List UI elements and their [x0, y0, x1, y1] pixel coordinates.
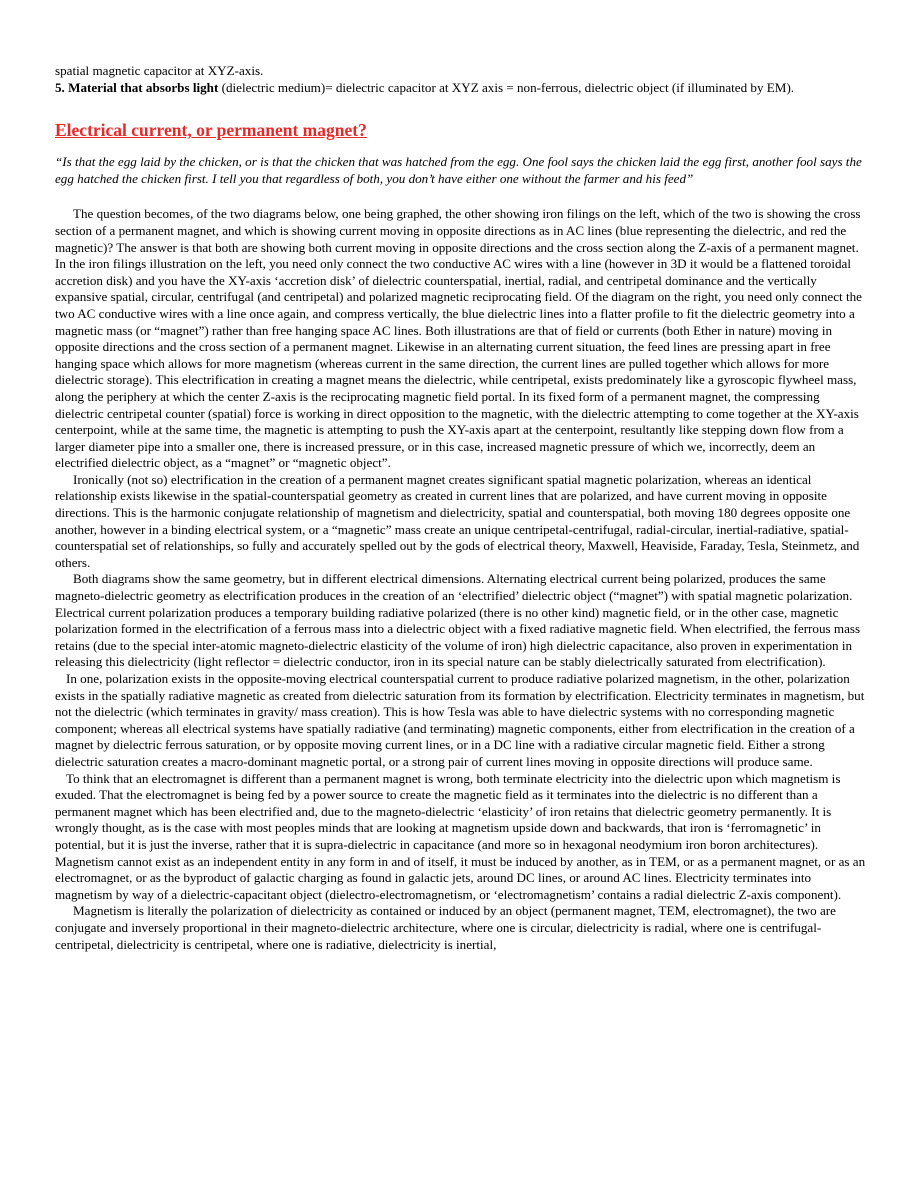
section-heading: Electrical current, or permanent magnet? — [55, 120, 367, 141]
epigraph-quote: “Is that the egg laid by the chicken, or is that the chicken that was hatched from the egg. One fool says the chicken laid the egg first, another fool says the egg hatched the chicken first. I tell you that regardless of both, you don’t have either one without the farmer and his feed” — [55, 154, 862, 186]
paragraph-2: Ironically (not so) electrification in the creation of a permanent magnet creates significant spatial magnetic polarization, whereas an identical relationship exists likewise in the spatial-counterspatial geometry as created in current lines that are polarized, and have current moving in opposite directions. This is the harmonic conjugate relationship of magnetism and dielectricity, spatial and counterspatial, both moving 180 degrees opposite one another, however in a binding electrical system, or a “magnetic” mass create an unique centripetal-centrifugal, radial-circular, inertial-radiative, spatial-counterspatial set of relationships, so fully and accurately spelled out by the gods of electrical theory, Maxwell, Heaviside, Faraday, Tesla, Steinmetz, and others. — [55, 471, 860, 570]
list-item-5-title: 5. Material that absorbs light — [55, 79, 219, 95]
body-text — [55, 206, 866, 953]
paragraph-3: Both diagrams show the same geometry, but in different electrical dimensions. Alternating electrical current being polarized, produces the same magneto-dielectric geometry as electrification produces in the creation of an ‘electrified’ dielectric object (“magnet”) with spatial magnetic polarization. Electrical current polarization produces a temporary building radiative polarized (there is no other kind) magnetic field, or in the other case, magnetic polarization formed in the electrification of a ferrous mass into a dielectric object with a fixed radiative magnetic field. When electrified, the ferrous mass retains (due to the special inter-atomic magneto-dielectric elasticity of the volume of iron) high dielectric capacitance, also proven in experimentation in releasing this dielectricity (light reflector = dielectric conductor, iron in its special nature can be stably dielectrically saturated from electrification). — [55, 571, 861, 670]
list-item-5-text: (dielectric medium)= dielectric capacitor at XYZ axis = non-ferrous, dielectric object (if illuminated by EM). — [218, 79, 795, 95]
intro-line: spatial magnetic capacitor at XYZ-axis. — [55, 63, 264, 78]
paragraph-4: In one, polarization exists in the opposite-moving electrical counterspatial current to produce radiative polarized magnetism, in the other, polarization exists in the spatially radiative magnetic as created from dielectric saturation from its formation by electrification. Electricity terminates in magnetism, but not the dielectric (which terminates in gravity/ mass creation). This is how Tesla was able to have dielectric systems with no corresponding magnetic component; whereas all electrical systems have spatially radiative (and terminating) magnetic components, either from electrification in the creation of a magnet by dielectric ferrous saturation, or by opposite moving current lines, or in a DC line with a radiative circular magnetic field. Either a strong dielectric saturation creates a macro-dominant magnetic portal, or a strong pair of current lines moving in opposite directions will produce same. — [55, 671, 865, 769]
list-item-5 — [55, 80, 866, 97]
paragraph-6: Magnetism is literally the polarization of dielectricity as contained or induced by an object (permanent magnet, TEM, electromagnet), the two are conjugate and inversely proportional in their magneto-dielectric architecture, where one is circular, dielectricity is radial, where one is centrifugal-centripetal, dielectricity is centripetal, where one is radiative, dielectricity is inertial, — [55, 903, 836, 952]
paragraph-1: The question becomes, of the two diagrams below, one being graphed, the other showing iron filings on the left, which of the two is showing the cross section of a permanent magnet, and which is showing current moving in opposite directions as in AC lines (blue representing the dielectric, and red the magnetic)? The answer is that both are showing both current moving in opposite directions and the cross section along the Z-axis of a permanent magnet. In the iron filings illustration on the left, you need only connect the two conductive AC wires with a line (however in 3D it would be a flattened toroidal accretion disk) and you have the XY-axis ‘accretion disk’ of dielectric counterspatial, inertial, radial, and centripetal dominance and the vertically expansive spatial, circular, centrifugal (and centripetal) and polarized magnetic reciprocating field. Of the diagram on the right, you need only connect the two AC conductive wires with a line once again, and compress vertically, the blue dielectric lines into a flatter profile to fit the dielectric geometry into a magnetic mass (or “magnet”) rather than free hanging space AC lines. Both illustrations are that of field or currents (both Ether in nature) moving in opposite directions and the cross section of a permanent magnet. Likewise in an alternating current situation, the feed lines are pressing apart in free hanging space which allows for more magnetism (whereas current in the same direction, the current lines are pulled together which allows for more dielectric storage). This electrification in creating a magnet means the dielectric, while centripetal, exists predominately like a gyroscopic flywheel mass, along the periphery at which the center Z-axis is the reciprocating magnetic field portal. In its fixed form of a permanent magnet, the compressing dielectric centripetal counter (spatial) force is working in direct opposition to the magnetic, with the dielectric attempting to come together at the XY-axis centerpoint, while at the same time, the magnetic is attempting to push the XY-axis apart at the centerpoint, resultantly like stepping down flow from a larger diameter pipe into a smaller one, there is increased pressure, or in this case, increased magnetic pressure of which we, incorrectly, deem an electrified dielectric object, as a “magnet” or “magnetic object”. — [55, 206, 862, 471]
paragraph-5: To think that an electromagnet is different than a permanent magnet is wrong, both terminate electricity into the dielectric upon which magnetism is exuded. That the electromagnet is being fed by a power source to create the magnetic field as it terminates into the dielectric is no different than a permanent magnet which has been electrified and, due to the magneto-dielectric ‘elasticity’ of iron retains that dielectric geometry permanently. It is wrongly thought, as is the case with most peoples minds that are looking at magnetism upside down and backwards, that iron is ‘ferromagnetic’ in potential, but it is just the inverse, rather that it is supra-dielectric in capacitance (and more so in hexagonal neodymium iron boron architectures). Magnetism cannot exist as an independent entity in any form in and of itself, it must be induced by another, as in TEM, or as a permanent magnet, or as an electromagnet, or as the byproduct of galactic charging as found in galactic jets, around DC lines, or around AC lines. Electricity terminates into magnetism by way of a dielectric-capacitant object (dielectro-electromagnetism, or ‘electromagnetism’ contains a radial dielectric Z-axis component). — [55, 770, 866, 902]
